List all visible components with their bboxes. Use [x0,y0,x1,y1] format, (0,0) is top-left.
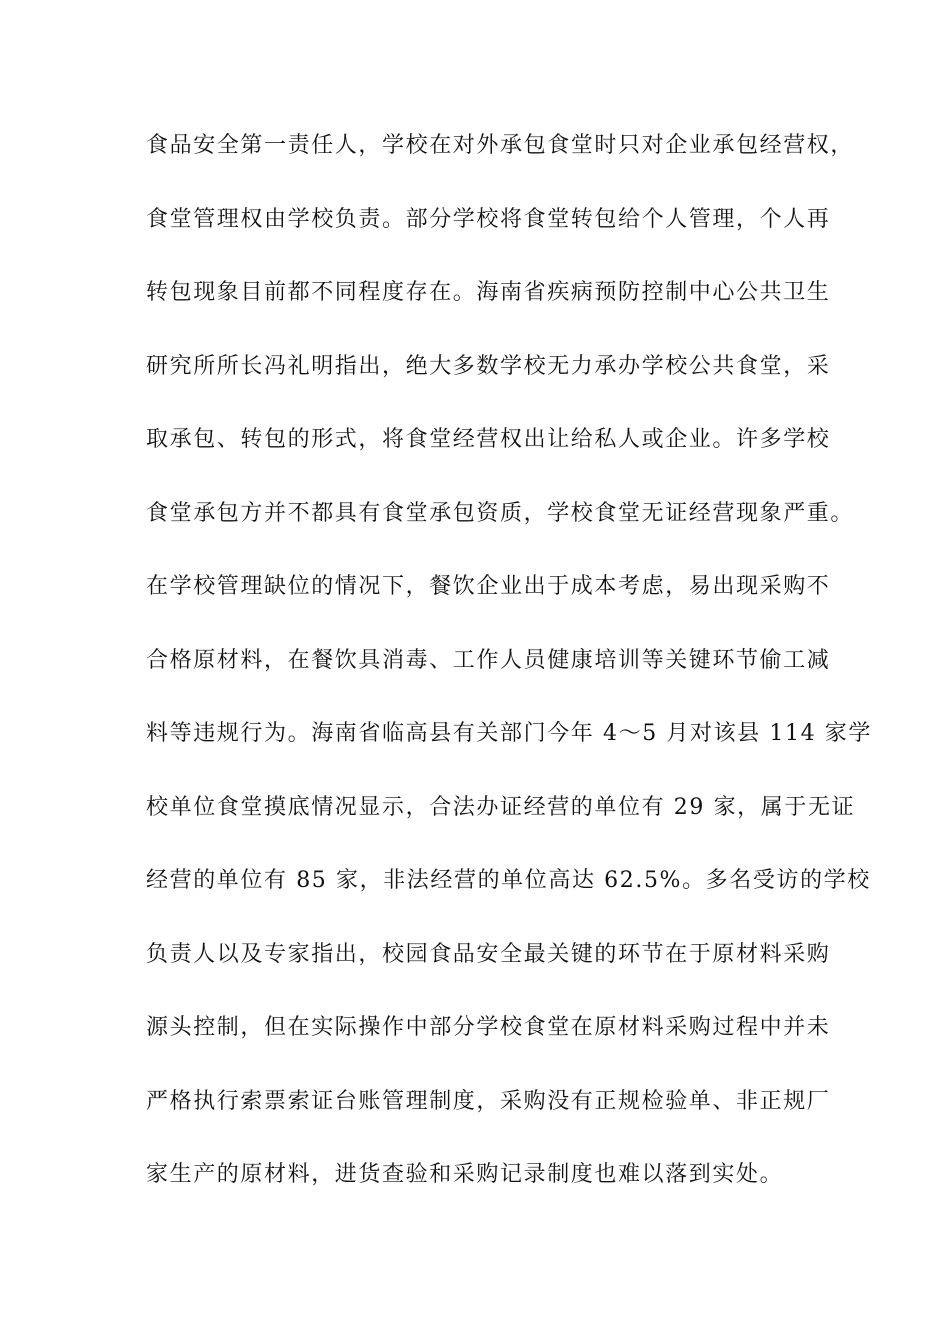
text-line-12: 负责人以及专家指出，校园食品安全最关键的环节在于原材料采购 [146,941,831,967]
text-line-3: 转包现象目前都不同程度存在。海南省疾病预防控制中心公共卫生 [146,280,831,305]
text-line-4: 研究所所长冯礼明指出，绝大多数学校无力承办学校公共食堂，采 [146,353,831,379]
text-line-1: 食品安全第一责任人，学校在对外承包食堂时只对企业承包经营权， [146,133,855,158]
text-line-10: 校单位食堂摸底情况显示，合法办证经营的单位有 29 家，属于无证 [146,794,856,820]
text-line-6: 食堂承包方并不都具有食堂承包资质，学校食堂无证经营现象严重。 [146,500,855,526]
body-paragraph [146,130,872,1233]
text-line-8: 合格原材料，在餐饮具消毒、工作人员健康培训等关键环节偷工减 [146,647,831,673]
text-line-5: 取承包、转包的形式，将食堂经营权出让给私人或企业。许多学校 [146,427,831,452]
text-line-14: 严格执行索票索证台账管理制度，采购没有正规检验单、非正规厂 [146,1088,831,1114]
text-line-7: 在学校管理缺位的情况下，餐饮企业出于成本考虑，易出现采购不 [146,574,831,599]
text-line-13: 源头控制，但在实际操作中部分学校食堂在原材料采购过程中并未 [146,1015,831,1040]
text-line-2: 食堂管理权由学校负责。部分学校将食堂转包给个人管理，个人再 [146,206,831,232]
text-line-9: 料等违规行为。海南省临高县有关部门今年 4～5 月对该县 114 家学 [146,721,872,746]
text-line-15: 家生产的原材料，进货查验和采购记录制度也难以落到实处。 [146,1162,784,1187]
text-line-11: 经营的单位有 85 家，非法经营的单位高达 62.5%。多名受访的学校 [146,868,871,893]
